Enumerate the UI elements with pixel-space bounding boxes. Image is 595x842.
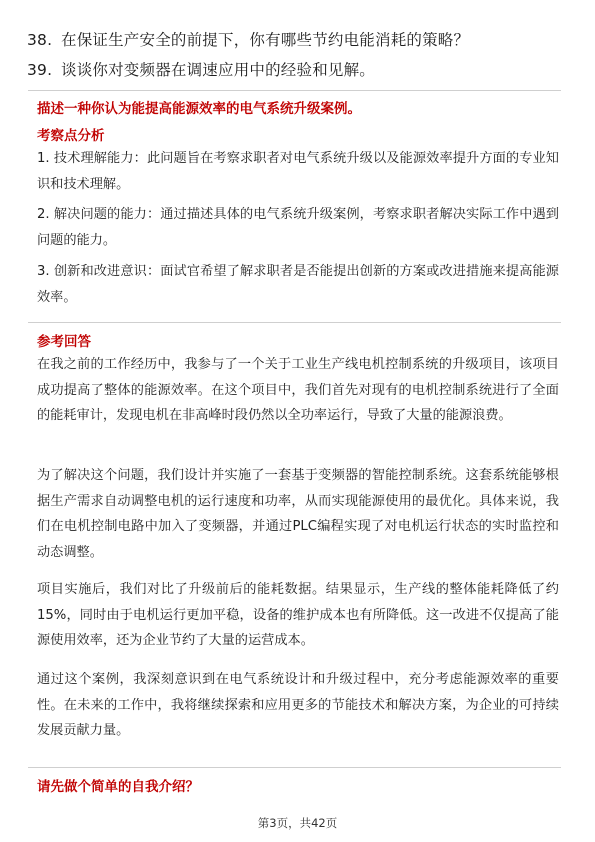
analysis-point-3: 3. 创新和改进意识：面试官希望了解求职者是否能提出创新的方案或改进措施来提高能源效率。 [37,264,559,305]
question-text: 谈谈你对变频器在调速应用中的经验和见解。 [61,61,376,79]
answer-paragraph-2: 为了解决这个问题，我们设计并实施了一套基于变频器的智能控制系统。这套系统能够根据生产需求自动调整电机的运行速度和功率，从而实现能源使用的最优化。具体来说，我们在电机控制电路中加入了变频器，并通过PLC编程实现了对电机运行状态的实时监控和动态调整。 [37,468,559,560]
case-question-title: 描述一种你认为能提高能源效率的电气系统升级案例。 [37,101,361,117]
answer-paragraph-4: 通过这个案例，我深刻意识到在电气系统设计和升级过程中，充分考虑能源效率的重要性。在未来的工作中，我将继续探索和应用更多的节能技术和解决方案，为企业的可持续发展贡献力量。 [37,672,559,739]
divider [28,322,561,323]
answer-paragraph-1: 在我之前的工作经历中，我参与了一个关于工业生产线电机控制系统的升级项目，该项目成功提高了整体的能源效率。在这个项目中，我们首先对现有的电机控制系统进行了全面的能耗审计，发现电机在非高峰时段仍然以全功率运行，导致了大量的能源浪费。 [37,357,559,424]
question-38 [27,28,469,50]
question-39 [27,58,375,80]
answer-paragraph-3: 项目实施后，我们对比了升级前后的能耗数据。结果显示，生产线的整体能耗降低了约15%，同时由于电机运行更加平稳，设备的维护成本也有所降低。这一改进不仅提高了能源使用效率，还为企业节约了大量的运营成本。 [37,582,559,649]
next-question-title: 请先做个简单的自我介绍？ [37,779,199,795]
question-text: 在保证生产安全的前提下，你有哪些节约电能消耗的策略？ [61,31,470,49]
divider [28,90,561,91]
analysis-point-1: 1. 技术理解能力：此问题旨在考察求职者对电气系统升级以及能源效率提升方面的专业知识和技术理解。 [37,151,559,192]
question-number: 38. [27,31,53,49]
page-footer: 第3页，共42页 [257,816,338,830]
question-number: 39. [27,61,53,79]
answer-heading: 参考回答 [37,334,91,350]
divider [28,767,561,768]
analysis-heading: 考察点分析 [37,128,105,144]
analysis-point-2: 2. 解决问题的能力：通过描述具体的电气系统升级案例，考察求职者解决实际工作中遇到问题的能力。 [37,207,559,248]
